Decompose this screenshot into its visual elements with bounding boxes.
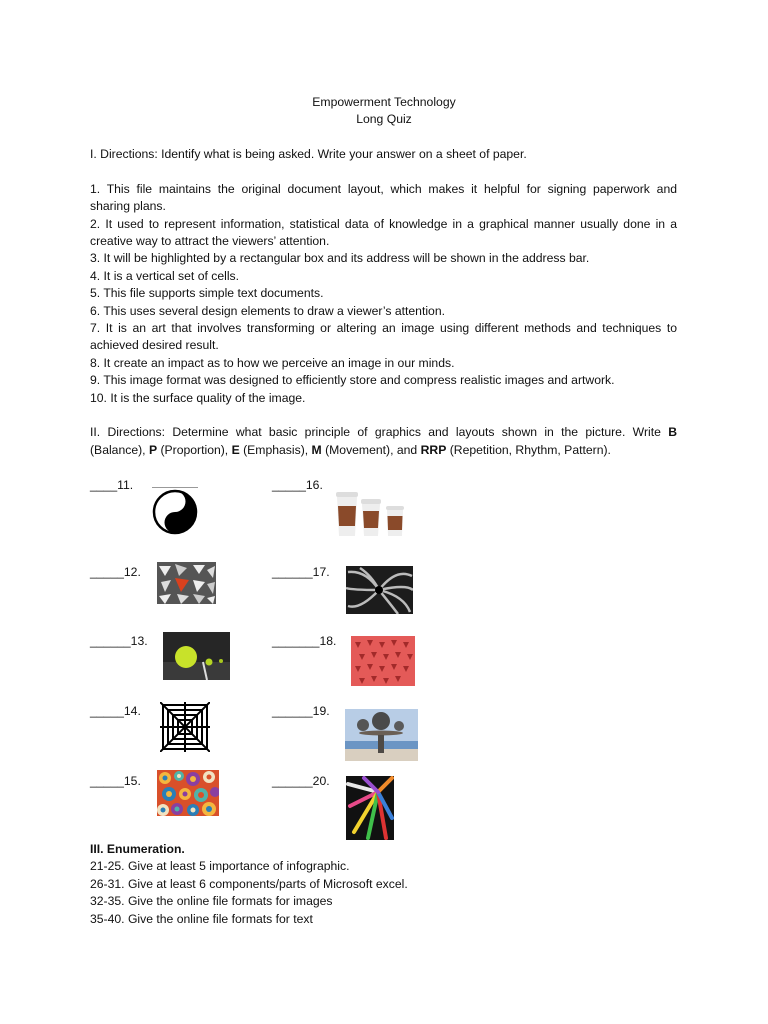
document-title: Empowerment Technology — [312, 95, 456, 109]
answer-label-16: _____16. — [272, 478, 323, 492]
part3-item: 32-35. Give the online file formats for images — [90, 894, 333, 908]
part1-item-line: achieved desired result. — [90, 338, 219, 352]
part1-item-line: 1. This file maintains the original document layout, which makes it helpful for signing paperwork and — [90, 182, 677, 196]
part1-directions: I. Directions: Identify what is being asked. Write your answer on a sheet of paper. — [90, 147, 527, 161]
part1-item-line: sharing plans. — [90, 199, 166, 213]
answer-label-14: _____14. — [90, 704, 141, 718]
part1-item-line: 7. It is an art that involves transforming or altering an image using different methods and techniques to — [90, 321, 677, 335]
red-pyramid-wall-image — [351, 636, 415, 686]
answer-label-18: _______18. — [272, 634, 337, 648]
part1-item-line: creative way to attract the viewers’ attention. — [90, 234, 330, 248]
radiating-lines-image — [346, 776, 394, 840]
triangle-pattern-image — [157, 562, 216, 604]
answer-label-12: _____12. — [90, 565, 141, 579]
yin-yang-image — [152, 487, 198, 535]
answer-label-11: ____11. — [90, 478, 134, 492]
part1-item-line: 3. It will be highlighted by a rectangular box and its address will be shown in the address bar. — [90, 251, 590, 265]
part1-item-line: 5. This file supports simple text documents. — [90, 286, 324, 300]
part2-directions-line1: II. Directions: Determine what basic principle of graphics and layouts shown in the picture. Write B — [90, 425, 677, 439]
op-art-squares-image — [160, 702, 210, 752]
part3-title: III. Enumeration. — [90, 842, 185, 856]
part1-item-line: 10. It is the surface quality of the image. — [90, 391, 306, 405]
part2-directions-line2: (Balance), P (Proportion), E (Emphasis), M (Movement), and RRP (Repetition, Rhythm, Pattern). — [90, 443, 611, 457]
tennis-balls-image — [163, 632, 230, 680]
part1-item-line: 8. It create an impact as to how we perceive an image in our minds. — [90, 356, 455, 370]
part3-item: 35-40. Give the online file formats for text — [90, 912, 313, 926]
spiral-tunnel-image — [346, 566, 413, 614]
part1-item-line: 4. It is a vertical set of cells. — [90, 269, 240, 283]
answer-label-13: ______13. — [90, 634, 148, 648]
part3-item: 21-25. Give at least 5 importance of infographic. — [90, 859, 350, 873]
answer-label-20: ______20. — [272, 774, 330, 788]
part1-item-line: 2. It used to represent information, statistical data of knowledge in a graphical manner usually done in a — [90, 217, 677, 231]
part3-item: 26-31. Give at least 6 components/parts of Microsoft excel. — [90, 877, 408, 891]
answer-label-19: ______19. — [272, 704, 330, 718]
part1-item-line: 6. This uses several design elements to draw a viewer’s attention. — [90, 304, 445, 318]
document-subtitle: Long Quiz — [356, 112, 412, 126]
part1-item-line: 9. This image format was designed to efficiently store and compress realistic images and artwork. — [90, 373, 615, 387]
answer-label-17: ______17. — [272, 565, 330, 579]
balancing-stones-image — [345, 709, 418, 761]
answer-label-15: _____15. — [90, 774, 141, 788]
coffee-cups-image — [334, 490, 408, 538]
colorful-circles-image — [157, 770, 219, 816]
